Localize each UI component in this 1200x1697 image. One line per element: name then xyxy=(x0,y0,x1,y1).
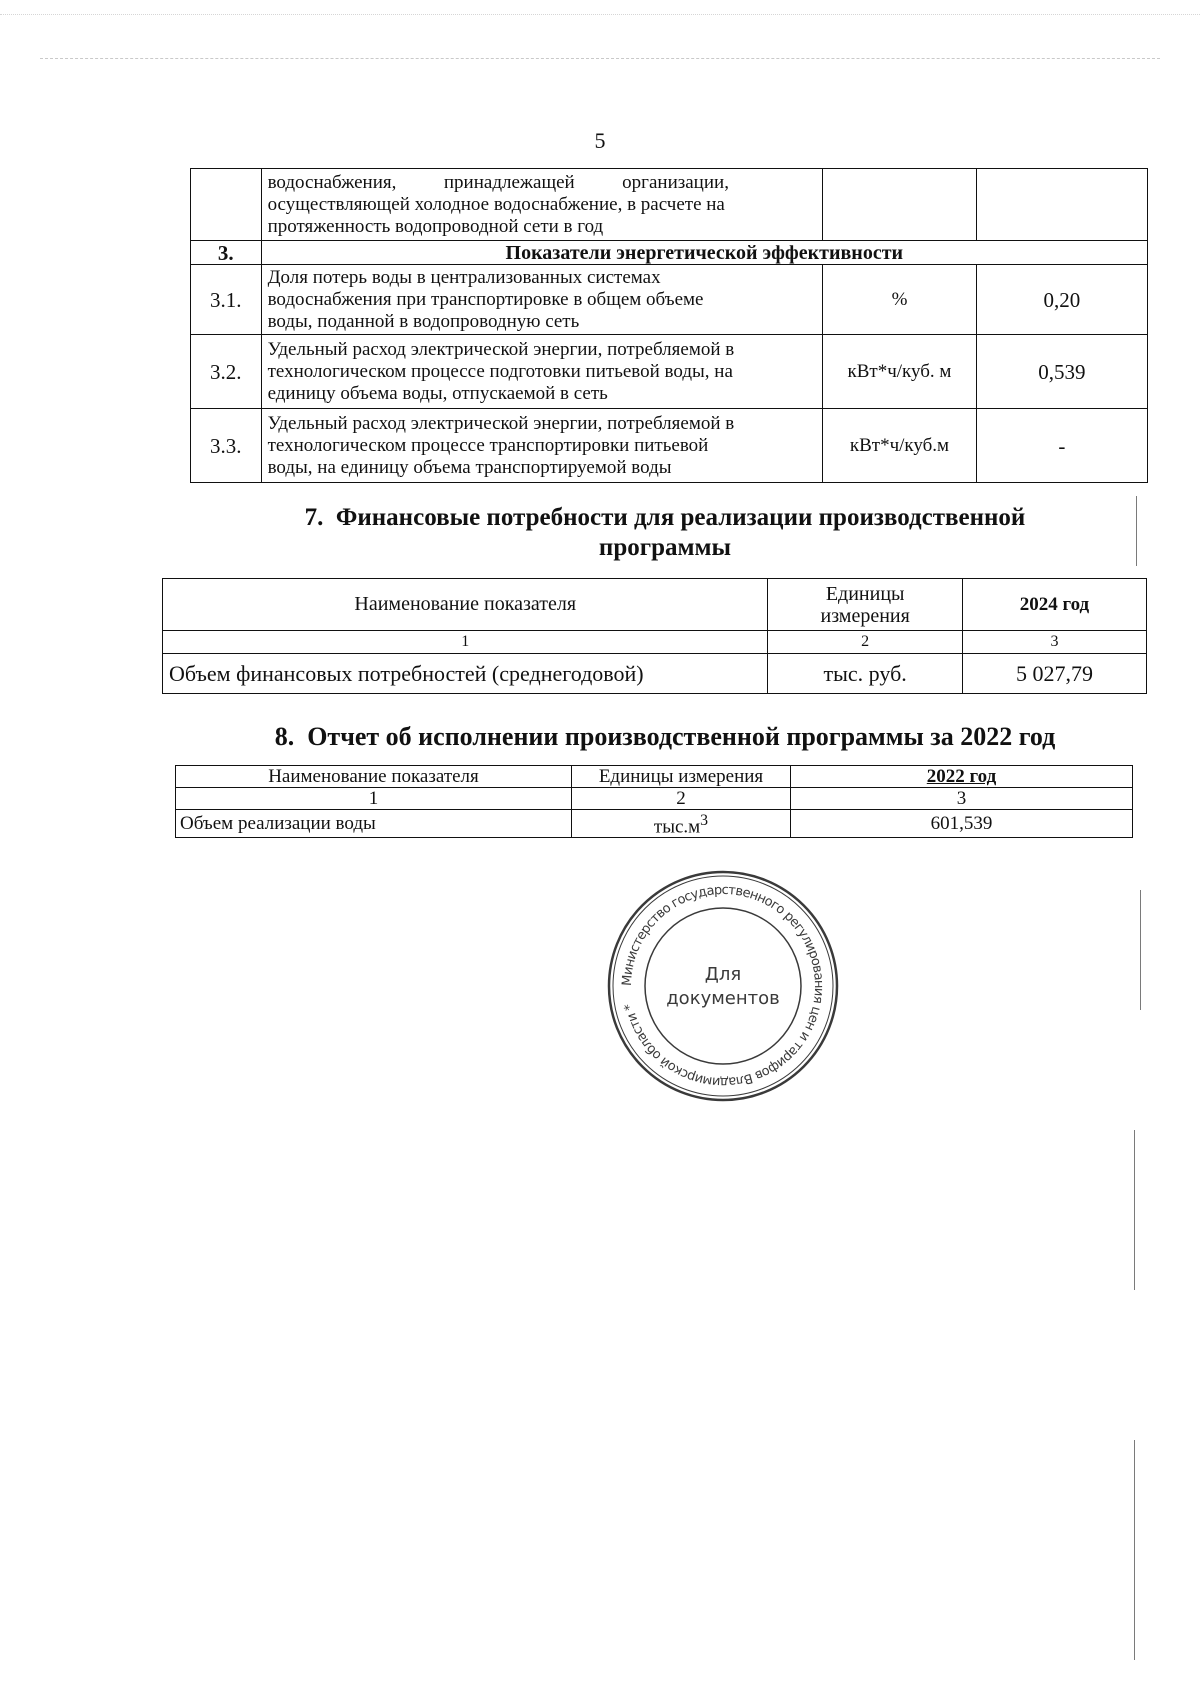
table-row xyxy=(191,335,1148,409)
indicator-name-cell xyxy=(261,169,823,241)
indicator-text-line: технологическом процессе транспортировки питьевой xyxy=(267,434,709,456)
value-cell: 5 027,79 xyxy=(962,654,1146,694)
scan-artifact-top xyxy=(0,14,1200,15)
stamp-ring-label: Министерство государственного регулирования цен и тарифов Владимирской области xyxy=(619,882,827,1090)
indicator-name-cell xyxy=(261,265,823,335)
program-report-table xyxy=(175,765,1133,838)
page-number: 5 xyxy=(594,128,606,153)
indicator-name-cell xyxy=(261,409,823,483)
column-header-year: 2022 год xyxy=(791,766,1133,788)
value-cell: 0,20 xyxy=(976,265,1147,335)
row-number-cell xyxy=(191,169,262,241)
financial-needs-table xyxy=(162,578,1147,694)
row-number-cell: 3.1. xyxy=(191,265,262,335)
row-number-cell: 3.3. xyxy=(191,409,262,483)
table-row xyxy=(191,169,1148,241)
indicator-text-line: протяженность водопроводной сети в год xyxy=(267,215,604,237)
indicator-text-line: технологическом процессе подготовки питьевой воды, на xyxy=(267,360,733,382)
table-row xyxy=(163,654,1147,694)
section-number: 3. xyxy=(191,241,262,265)
stamp-ring-text xyxy=(620,883,826,1089)
column-number-row xyxy=(163,631,1147,654)
indicator-text-line: Доля потерь воды в централизованных системах xyxy=(267,266,661,288)
value-cell: 601,539 xyxy=(791,810,1133,838)
column-number: 1 xyxy=(163,631,768,654)
column-number: 2 xyxy=(768,631,962,654)
column-number: 3 xyxy=(962,631,1146,654)
stamp-inner-ring xyxy=(645,908,801,1064)
table-row xyxy=(191,409,1148,483)
table-row xyxy=(176,810,1133,838)
stamp-outer-ring xyxy=(609,872,837,1100)
indicator-text-line: водоснабжения при транспортировке в общем объеме xyxy=(267,288,704,310)
unit-cell: кВт*ч/куб.м xyxy=(823,409,977,483)
indicator-name-cell: Объем финансовых потребностей (среднегодовой) xyxy=(163,654,768,694)
section-title: Показатели энергетической эффективности xyxy=(261,241,1147,265)
indicator-name-cell: Объем реализации воды xyxy=(176,810,572,838)
value-cell: - xyxy=(976,409,1147,483)
unit-cell: тыс. руб. xyxy=(768,654,962,694)
value-cell: 0,539 xyxy=(976,335,1147,409)
indicator-text-line: Удельный расход электрической энергии, потребляемой в xyxy=(267,338,735,360)
indicator-text-line: воды, на единицу объема транспортируемой воды xyxy=(267,456,672,478)
energy-efficiency-table xyxy=(190,168,1148,483)
column-header-unit-line: измерения xyxy=(820,604,910,627)
section-7-heading-line: 7. Финансовые потребности для реализации производственной xyxy=(304,504,1026,531)
column-header-year: 2024 год xyxy=(962,579,1146,631)
section-8-heading: 8. Отчет об исполнении производственной программы за 2022 год xyxy=(274,722,1056,751)
section-7-heading-line: программы xyxy=(598,534,732,561)
column-header-unit-line: Единицы xyxy=(825,582,905,605)
indicator-text-line: водоснабжения, принадлежащей организации, xyxy=(267,171,729,193)
column-header-unit: Единицы измерения xyxy=(572,766,791,788)
unit-cell: кВт*ч/куб. м xyxy=(823,335,977,409)
column-number: 3 xyxy=(791,788,1133,810)
table-row xyxy=(191,265,1148,335)
unit-text: тыс.м xyxy=(653,816,701,838)
round-stamp xyxy=(605,868,841,1104)
table-header-row xyxy=(176,766,1133,788)
scan-edge-mark xyxy=(1134,1130,1135,1290)
section-header-row xyxy=(191,241,1148,265)
indicator-text-line: Удельный расход электрической энергии, потребляемой в xyxy=(267,412,735,434)
column-number: 1 xyxy=(176,788,572,810)
unit-superscript: 3 xyxy=(700,812,709,829)
indicator-text-line: единицу объема воды, отпускаемой в сеть xyxy=(267,382,608,404)
section-7-heading xyxy=(160,503,1170,563)
stamp-center-line: документов xyxy=(666,988,780,1009)
unit-cell xyxy=(572,810,791,838)
value-cell xyxy=(976,169,1147,241)
unit-cell: % xyxy=(823,265,977,335)
stamp-outer-ring-inner xyxy=(613,876,833,1096)
column-number: 2 xyxy=(572,788,791,810)
indicator-name-cell xyxy=(261,335,823,409)
column-header-name: Наименование показателя xyxy=(163,579,768,631)
table-header-row xyxy=(163,579,1147,631)
scan-edge-mark xyxy=(1140,890,1141,1010)
stamp-center-line: Для xyxy=(704,964,742,985)
scan-edge-mark xyxy=(1134,1440,1135,1660)
unit-cell xyxy=(823,169,977,241)
column-header-unit xyxy=(768,579,962,631)
indicator-text-line: воды, поданной в водопроводную сеть xyxy=(267,310,580,332)
column-number-row xyxy=(176,788,1133,810)
column-header-name: Наименование показателя xyxy=(176,766,572,788)
row-number-cell: 3.2. xyxy=(191,335,262,409)
stamp-separator: * xyxy=(621,1002,638,1012)
indicator-text-line: осуществляющей холодное водоснабжение, в расчете на xyxy=(267,193,725,215)
scan-artifact-line xyxy=(40,58,1160,59)
